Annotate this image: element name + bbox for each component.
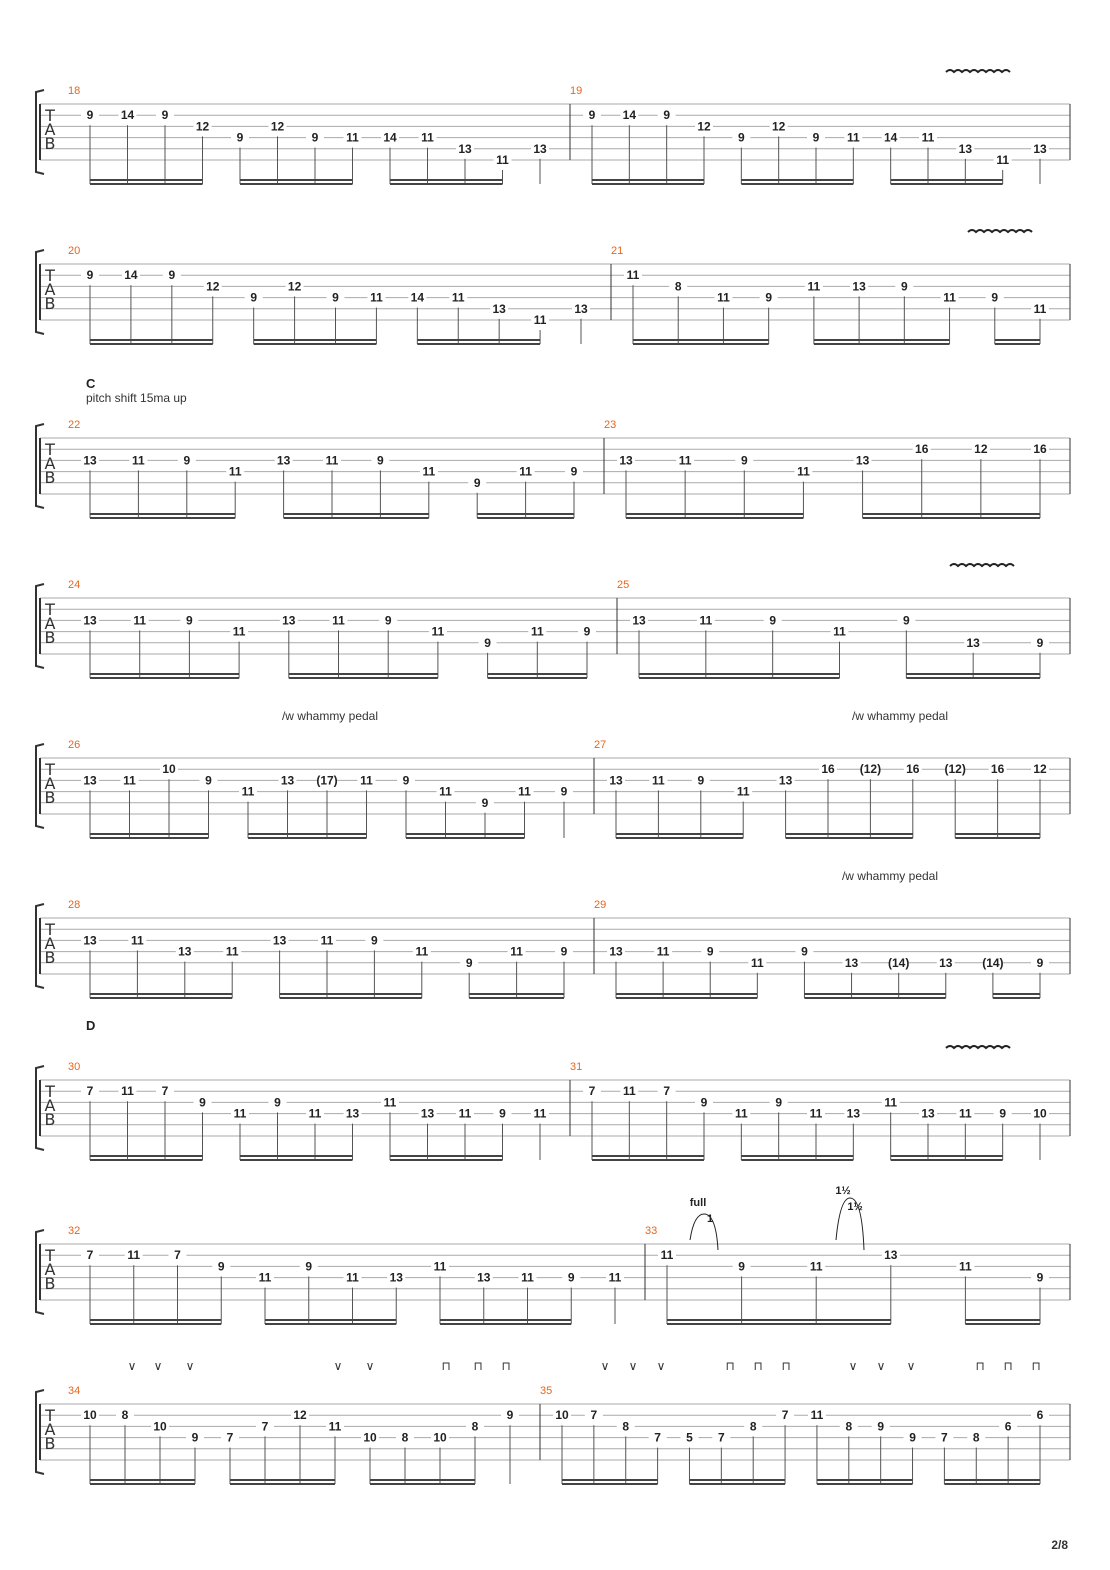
tab-clef-letter: A	[44, 614, 56, 633]
fret-number: 9	[199, 1095, 206, 1110]
fret-number: 14	[410, 290, 425, 305]
fret-number: 7	[654, 1430, 661, 1445]
fret-number: (17)	[316, 773, 338, 788]
fret-number: 13	[280, 773, 295, 788]
tab-system	[36, 230, 1070, 344]
fret-number: 11	[518, 784, 531, 799]
fret-number: 9	[86, 108, 94, 123]
fret-number: 11	[717, 290, 730, 305]
fret-number: 11	[678, 453, 692, 468]
measure-number: 26	[68, 739, 81, 751]
fret-number: 11	[127, 1248, 141, 1263]
fret-number: 9	[775, 1095, 783, 1110]
fret-number: 9	[205, 773, 212, 788]
fret-number: 9	[250, 290, 258, 305]
fret-number: 9	[570, 464, 578, 479]
tab-clef-letter: T	[45, 760, 55, 779]
fret-number: 8	[749, 1419, 757, 1434]
pick-stroke-icon: ⊓	[1003, 1359, 1013, 1373]
fret-number: 7	[161, 1084, 169, 1099]
fret-number: 9	[900, 279, 908, 294]
tab-clef-letter: T	[45, 600, 55, 619]
fret-number: 11	[810, 1408, 824, 1423]
fret-number: 11	[132, 453, 145, 468]
fret-number: 12	[771, 119, 786, 134]
fret-number: 11	[533, 313, 547, 327]
fret-number: 9	[402, 773, 410, 788]
fret-number: 13	[852, 279, 866, 294]
fret-number: 7	[261, 1419, 269, 1434]
fret-number: 9	[765, 290, 773, 305]
fret-number: 9	[217, 1259, 225, 1274]
tab-system	[36, 1359, 1070, 1484]
fret-number: 13	[855, 453, 870, 468]
tab-clef-letter: B	[44, 468, 56, 487]
fret-number: 9	[588, 108, 596, 123]
tab-clef-letter: A	[44, 774, 56, 793]
fret-number: 7	[588, 1084, 596, 1099]
fret-number: 11	[921, 130, 935, 145]
fret-number: 11	[225, 944, 239, 959]
tab-annotation: pitch shift 15ma up	[86, 391, 187, 405]
tab-clef-letter: A	[44, 1420, 56, 1439]
fret-number: 11	[807, 279, 821, 294]
fret-number: 9	[560, 944, 568, 959]
fret-number: 7	[663, 1084, 671, 1099]
fret-number: 13	[282, 613, 296, 628]
fret-number: 11	[422, 464, 436, 479]
fret-number: 9	[877, 1419, 885, 1434]
vibrato-icon	[968, 230, 1032, 232]
fret-number: 9	[311, 130, 319, 145]
fret-number: 11	[608, 1270, 622, 1285]
fret-number: 5	[686, 1430, 693, 1445]
fret-number: 10	[433, 1430, 447, 1445]
fret-number: 16	[990, 762, 1005, 777]
fret-number: 14	[883, 130, 898, 145]
fret-number: 9	[465, 955, 473, 970]
fret-number: 11	[308, 1106, 322, 1121]
pick-stroke-icon: ∨	[185, 1359, 195, 1373]
fret-number: 11	[530, 624, 544, 639]
tab-system	[36, 869, 1070, 998]
fret-number: 9	[560, 784, 568, 799]
bend-label: full	[689, 1197, 707, 1209]
bend-label: 1½	[835, 1185, 851, 1197]
fret-number: 11	[846, 130, 860, 145]
fret-number: 9	[506, 1408, 514, 1423]
fret-number: 14	[124, 268, 138, 283]
fret-number: 9	[499, 1106, 506, 1121]
fret-number: 8	[401, 1430, 409, 1445]
tab-system	[36, 564, 1070, 678]
measure-number: 35	[540, 1385, 553, 1397]
fret-number: 13	[609, 944, 623, 959]
tab-clef-letter: A	[44, 454, 56, 473]
fret-number: 13	[609, 773, 623, 788]
fret-number: 11	[228, 464, 242, 479]
measure-number: 33	[645, 1225, 658, 1237]
measure-number: 28	[68, 899, 81, 911]
whammy-annotation: /w whammy pedal	[281, 709, 379, 723]
section-marker: D	[86, 1018, 96, 1033]
tab-clef-letter: B	[44, 134, 56, 153]
fret-number: 7	[941, 1430, 948, 1445]
fret-number: 13	[389, 1270, 403, 1285]
fret-number: 11	[320, 933, 334, 948]
measure-number: 20	[68, 245, 81, 257]
fret-number: 9	[737, 130, 745, 145]
fret-number: 11	[133, 613, 147, 628]
fret-number: 11	[121, 1084, 134, 1099]
fret-number: 9	[706, 944, 714, 959]
fret-number: 13	[1033, 141, 1047, 156]
measure-number: 32	[68, 1225, 81, 1237]
fret-number: 11	[750, 955, 764, 970]
pick-stroke-icon: ∨	[127, 1359, 137, 1373]
fret-number: 10	[1033, 1106, 1047, 1121]
fret-number: 11	[958, 1106, 972, 1121]
measure-number: 23	[604, 419, 617, 431]
fret-number: 11	[736, 784, 750, 799]
whammy-annotation: /w whammy pedal	[841, 869, 939, 883]
tab-clef-letter: A	[44, 1096, 56, 1115]
fret-number: 9	[1036, 1270, 1044, 1285]
measure-number: 24	[68, 579, 81, 591]
fret-number: 11	[996, 153, 1010, 167]
fret-number: 9	[902, 613, 910, 628]
pick-stroke-icon: ∨	[365, 1359, 375, 1373]
fret-number: 11	[360, 773, 373, 788]
fret-number: 16	[821, 762, 835, 777]
fret-number: 13	[83, 773, 97, 788]
vibrato-icon	[950, 564, 1014, 566]
fret-number: 12	[287, 279, 302, 294]
tab-clef-letter: T	[45, 440, 55, 459]
fret-number: 11	[451, 290, 465, 305]
fret-number: 13	[846, 1106, 861, 1121]
fret-number: 13	[939, 955, 953, 970]
fret-number: 11	[123, 773, 136, 788]
fret-number: 11	[328, 1419, 342, 1434]
fret-number: 16	[915, 442, 929, 457]
measure-number: 34	[68, 1385, 81, 1397]
pick-stroke-icon: ⊓	[725, 1359, 735, 1373]
fret-number: 9	[332, 290, 339, 305]
fret-number: 10	[555, 1408, 569, 1423]
fret-number: 9	[473, 475, 481, 490]
fret-number: 13	[345, 1106, 360, 1121]
tab-clef-letter: T	[45, 1246, 55, 1265]
fret-number: 8	[674, 279, 682, 294]
fret-number: 11	[433, 1259, 447, 1274]
fret-number: 13	[492, 301, 506, 316]
fret-number: 9	[700, 1095, 708, 1110]
measure-number: 19	[570, 85, 583, 97]
pick-stroke-icon: ∨	[656, 1359, 666, 1373]
fret-number: 7	[717, 1430, 725, 1445]
tab-system	[36, 1185, 1070, 1324]
measure-number: 27	[594, 739, 607, 751]
fret-number: 11	[660, 1248, 674, 1263]
fret-number: (14)	[887, 955, 910, 970]
fret-number: 7	[226, 1430, 234, 1445]
tab-clef-letter: T	[45, 1082, 55, 1101]
fret-number: 11	[241, 784, 255, 799]
fret-number: 7	[590, 1408, 598, 1423]
fret-number: 11	[131, 933, 144, 948]
page-number: 2/8	[1051, 1538, 1068, 1552]
fret-number: 8	[972, 1430, 980, 1445]
fret-number: 13	[921, 1106, 935, 1121]
fret-number: 9	[567, 1270, 575, 1285]
tab-clef-letter: T	[45, 1406, 55, 1425]
fret-number: 11	[884, 1095, 898, 1110]
fret-number: 10	[363, 1430, 377, 1445]
fret-number: 10	[153, 1419, 167, 1434]
fret-number: 11	[833, 624, 846, 639]
fret-number: 12	[195, 119, 210, 134]
fret-number: 6	[1036, 1408, 1044, 1423]
fret-number: 14	[622, 108, 637, 123]
fret-number: 11	[258, 1270, 272, 1285]
fret-number: 13	[619, 453, 633, 468]
fret-number: 7	[174, 1248, 181, 1263]
fret-number: (12)	[859, 762, 882, 777]
fret-number: 11	[656, 944, 670, 959]
fret-number: 11	[346, 1270, 359, 1285]
fret-number: 11	[232, 624, 246, 639]
tab-system	[36, 70, 1070, 184]
measure-number: 30	[68, 1061, 81, 1073]
tab-clef-letter: A	[44, 120, 56, 139]
bend-label: 1½	[847, 1201, 863, 1213]
fret-number: 9	[274, 1095, 281, 1110]
fret-number: 13	[533, 141, 547, 156]
fret-number: 9	[697, 773, 705, 788]
fret-number: 13	[83, 933, 97, 948]
pick-stroke-icon: ∨	[628, 1359, 638, 1373]
fret-number: 9	[909, 1430, 916, 1445]
fret-number: 11	[809, 1106, 823, 1121]
fret-number: 11	[519, 464, 532, 479]
vibrato-icon	[946, 70, 1010, 72]
fret-number: 13	[83, 613, 97, 628]
tab-clef-letter: B	[44, 1110, 56, 1129]
fret-number: 9	[663, 108, 671, 123]
fret-number: 9	[183, 453, 191, 468]
tab-clef-letter: B	[44, 1274, 56, 1293]
fret-number: 9	[991, 290, 999, 305]
fret-number: 9	[305, 1259, 313, 1274]
fret-number: 9	[191, 1430, 199, 1445]
fret-number: 11	[383, 1095, 397, 1110]
fret-number: 9	[481, 795, 489, 810]
fret-number: 13	[966, 635, 980, 650]
pick-stroke-icon: ∨	[600, 1359, 610, 1373]
pick-stroke-icon: ⊓	[501, 1359, 511, 1373]
pick-stroke-icon: ∨	[333, 1359, 343, 1373]
fret-number: 6	[1004, 1419, 1012, 1434]
pick-stroke-icon: ⊓	[975, 1359, 985, 1373]
fret-number: 9	[86, 268, 94, 283]
fret-number: 11	[431, 624, 445, 639]
fret-number: 8	[845, 1419, 853, 1434]
measure-number: 18	[68, 85, 81, 97]
fret-number: 9	[384, 613, 392, 628]
bend-arrow-icon	[690, 1214, 718, 1250]
fret-number: 9	[236, 130, 244, 145]
measure-number: 21	[611, 245, 624, 257]
fret-number: 9	[186, 613, 193, 628]
fret-number: 11	[346, 130, 359, 145]
fret-number: 12	[293, 1408, 307, 1423]
pick-stroke-icon: ∨	[906, 1359, 916, 1373]
fret-number: 12	[697, 119, 711, 134]
fret-number: 8	[471, 1419, 479, 1434]
fret-number: 13	[420, 1106, 435, 1121]
fret-number: 9	[484, 635, 491, 650]
tab-clef-letter: T	[45, 106, 55, 125]
fret-number: 11	[233, 1106, 247, 1121]
fret-number: 9	[161, 108, 169, 123]
fret-number: 11	[959, 1259, 972, 1274]
fret-number: 11	[809, 1259, 823, 1274]
fret-number: 13	[632, 613, 646, 628]
fret-number: 9	[1036, 955, 1044, 970]
fret-number: 12	[1033, 762, 1047, 777]
pick-stroke-icon: ⊓	[441, 1359, 451, 1373]
measure-number: 22	[68, 419, 81, 431]
fret-number: 9	[738, 1259, 745, 1274]
fret-number: 13	[844, 955, 859, 970]
whammy-annotation: /w whammy pedal	[851, 709, 949, 723]
fret-number: 11	[496, 153, 509, 167]
fret-number: 9	[769, 613, 777, 628]
fret-number: 12	[974, 442, 988, 457]
fret-number: 13	[458, 141, 472, 156]
fret-number: 9	[801, 944, 808, 959]
tab-clef-letter: B	[44, 788, 56, 807]
tab-clef-letter: B	[44, 1434, 56, 1453]
fret-number: 12	[270, 119, 285, 134]
fret-number: 11	[797, 464, 810, 479]
fret-number: 13	[178, 944, 192, 959]
tab-clef-letter: T	[45, 266, 55, 285]
fret-number: 7	[86, 1248, 94, 1263]
fret-number: 10	[83, 1408, 97, 1423]
fret-number: 11	[458, 1106, 472, 1121]
fret-number: 11	[332, 613, 345, 628]
tab-clef-letter: A	[44, 280, 56, 299]
tab-clef-letter: A	[44, 1260, 56, 1279]
fret-number: 11	[415, 944, 429, 959]
pick-stroke-icon: ⊓	[1031, 1359, 1041, 1373]
fret-number: 14	[383, 130, 397, 145]
pick-stroke-icon: ⊓	[473, 1359, 483, 1373]
fret-number: 12	[206, 279, 220, 294]
fret-number: 11	[521, 1270, 534, 1285]
fret-number: 13	[574, 301, 588, 316]
tab-clef-letter: B	[44, 294, 56, 313]
pick-stroke-icon: ∨	[153, 1359, 163, 1373]
fret-number: 13	[778, 773, 793, 788]
vibrato-icon	[946, 1046, 1010, 1048]
measure-number: 25	[617, 579, 630, 591]
fret-number: 11	[510, 944, 523, 959]
fret-number: (14)	[982, 955, 1004, 970]
fret-number: 13	[83, 453, 97, 468]
pick-stroke-icon: ∨	[876, 1359, 886, 1373]
fret-number: 11	[370, 290, 383, 305]
tab-system	[36, 1018, 1070, 1160]
tab-clef-letter: B	[44, 948, 56, 967]
measure-number: 31	[570, 1061, 583, 1073]
tab-system	[36, 376, 1070, 518]
fret-number: 13	[958, 141, 973, 156]
fret-number: 11	[622, 1084, 636, 1099]
fret-number: 13	[276, 453, 291, 468]
fret-number: 11	[439, 784, 452, 799]
fret-number: 11	[943, 290, 956, 305]
fret-number: 11	[652, 773, 665, 788]
pick-stroke-icon: ∨	[848, 1359, 858, 1373]
fret-number: (12)	[944, 762, 966, 777]
tab-clef-letter: A	[44, 934, 56, 953]
fret-number: 16	[906, 762, 920, 777]
fret-number: 14	[120, 108, 135, 123]
fret-number: 9	[377, 453, 384, 468]
fret-number: 9	[168, 268, 176, 283]
fret-number: 11	[699, 613, 713, 628]
fret-number: 11	[1033, 301, 1047, 316]
fret-number: 8	[121, 1408, 129, 1423]
tab-system	[36, 709, 1070, 838]
fret-number: 11	[533, 1106, 547, 1121]
fret-number: 9	[583, 624, 591, 639]
fret-number: 11	[734, 1106, 748, 1121]
fret-number: 10	[162, 762, 176, 777]
measure-number: 29	[594, 899, 607, 911]
fret-number: 9	[1036, 635, 1044, 650]
fret-number: 13	[477, 1270, 491, 1285]
fret-number: 7	[781, 1408, 789, 1423]
fret-number: 9	[371, 933, 378, 948]
tab-clef-letter: B	[44, 628, 56, 647]
fret-number: 13	[272, 933, 287, 948]
fret-number: 13	[884, 1248, 898, 1263]
fret-number: 9	[812, 130, 820, 145]
fret-number: 16	[1033, 442, 1047, 457]
fret-number: 9	[740, 453, 748, 468]
fret-number: 7	[86, 1084, 94, 1099]
tab-clef-letter: T	[45, 920, 55, 939]
fret-number: 8	[622, 1419, 630, 1434]
fret-number: 9	[999, 1106, 1007, 1121]
pick-stroke-icon: ⊓	[753, 1359, 763, 1373]
fret-number: 11	[626, 268, 640, 283]
section-marker: C	[86, 376, 96, 391]
pick-stroke-icon: ⊓	[781, 1359, 791, 1373]
bend-label: 1	[706, 1213, 714, 1225]
fret-number: 11	[421, 130, 434, 145]
fret-number: 11	[325, 453, 339, 468]
